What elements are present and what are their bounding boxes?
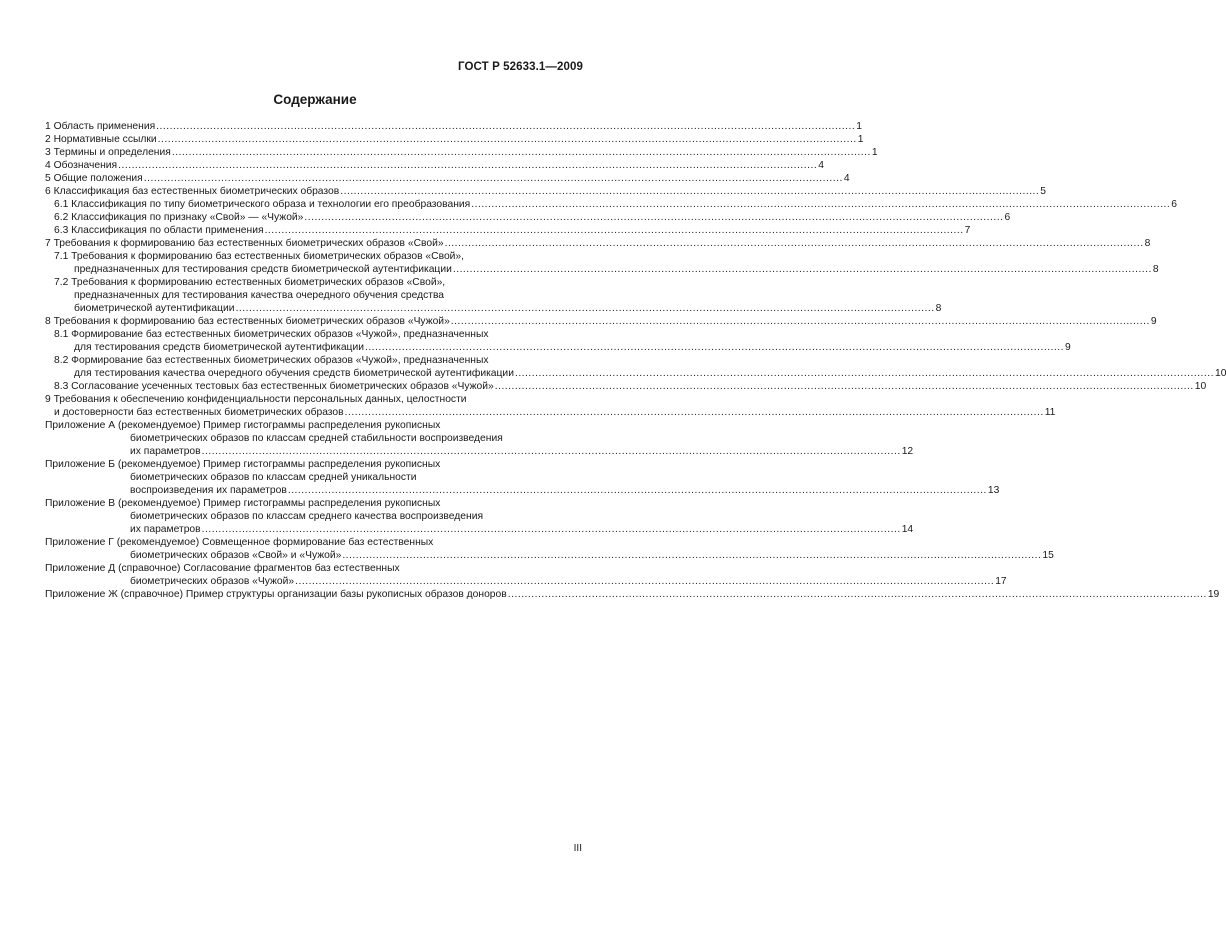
toc-leader-dots <box>287 484 988 497</box>
toc-entry-text: 6.1 Классификация по типу биометрического образа и технологии его преобразования <box>54 199 471 210</box>
toc-page-number: 8 <box>1144 238 1151 249</box>
toc-entry-text: 8.3 Согласование усеченных тестовых баз естественных биометрических образов «Чужой» <box>54 381 494 392</box>
toc-page-number: 15 <box>1042 550 1054 561</box>
toc-entry[interactable] <box>45 536 1054 562</box>
toc-entry[interactable] <box>45 354 1226 380</box>
toc-leader-dots <box>171 146 872 159</box>
toc-leader-dots <box>339 185 1040 198</box>
toc-entry-text: 6 Классификация баз естественных биометрических образов <box>45 186 340 197</box>
toc-entry[interactable] <box>45 588 1220 601</box>
toc-entry-text: 3 Термины и определения <box>45 147 171 158</box>
toc-entry-text: 7.2 Требования к формированию естественных биометрических образов «Свой», <box>54 277 446 288</box>
toc-leader-dots <box>201 523 902 536</box>
page-title: Содержание <box>273 92 357 107</box>
toc-entry-text: 6.3 Классификация по области применения <box>54 225 264 236</box>
toc-entry-text: биометрических образов по классам средней уникальности <box>130 472 417 483</box>
toc-leader-dots <box>155 120 856 133</box>
toc-page-number: 19 <box>1207 589 1220 600</box>
toc-entry-text: 4 Обозначения <box>45 160 118 171</box>
toc-entry-text: предназначенных для тестирования качества очередного обучения средства <box>74 290 445 301</box>
toc-page-number: 14 <box>901 524 914 535</box>
toc-leader-dots <box>344 406 1045 419</box>
toc-leader-dots <box>452 263 1153 276</box>
toc-entry[interactable] <box>45 172 850 185</box>
toc-entry[interactable] <box>45 185 1047 198</box>
toc-entry[interactable] <box>45 224 971 237</box>
toc-leader-dots <box>450 315 1151 328</box>
toc-entry-text: предназначенных для тестирования средств биометрической аутентификации <box>74 264 452 275</box>
toc-entry-text: 2 Нормативные ссылки <box>45 134 157 145</box>
toc-entry-text: 8 Требования к формированию баз естественных биометрических образов «Чужой» <box>45 316 450 327</box>
toc-page-number: 4 <box>843 173 850 184</box>
toc-leader-dots <box>494 380 1195 393</box>
toc-page-number: 1 <box>856 121 862 132</box>
toc-entry-text: для тестирования средств биометрической аутентификации <box>74 342 364 353</box>
toc-page-number: 6 <box>1171 199 1178 210</box>
toc-page-number: 17 <box>995 576 1007 587</box>
toc-page-number: 12 <box>901 446 914 457</box>
toc-entry-text: 5 Общие положения <box>45 173 143 184</box>
toc-entry-text: биометрических образов «Свой» и «Чужой» <box>130 550 342 561</box>
standard-designation: ГОСТ Р 52633.1—2009 <box>458 61 583 73</box>
toc-entry-text: биометрических образов по классам средней стабильности воспроизведения <box>130 433 503 444</box>
toc-entry-text: 7.1 Требования к формированию баз естественных биометрических образов «Свой», <box>54 251 465 262</box>
toc-leader-dots <box>341 549 1042 562</box>
toc-entry[interactable] <box>45 276 942 315</box>
toc-page-number: 10 <box>1215 368 1226 379</box>
toc-entry[interactable] <box>45 380 1207 393</box>
toc-entry[interactable] <box>45 458 1000 497</box>
toc-leader-dots <box>201 445 902 458</box>
toc-entry[interactable] <box>45 159 824 172</box>
toc-page-number: 5 <box>1040 186 1047 197</box>
toc-leader-dots <box>507 588 1208 601</box>
toc-entry[interactable] <box>45 120 862 133</box>
toc-entry-text: 1 Область применения <box>45 121 156 132</box>
toc-entry-text: 8.1 Формирование баз естественных биометрических образов «Чужой», предназначенных <box>54 329 489 340</box>
toc-leader-dots <box>470 198 1171 211</box>
toc-entry-text: 8.2 Формирование баз естественных биометрических образов «Чужой», предназначенных <box>54 355 489 366</box>
toc-entry[interactable] <box>45 211 1011 224</box>
toc-leader-dots <box>514 367 1215 380</box>
toc-entry[interactable] <box>45 562 1007 588</box>
toc-entry-text: биометрических образов «Чужой» <box>130 576 295 587</box>
toc-entry-text: воспроизведения их параметров <box>130 485 287 496</box>
toc-entry[interactable] <box>45 146 878 159</box>
toc-leader-dots <box>364 341 1065 354</box>
toc-page-number: 9 <box>1065 342 1071 353</box>
toc-entry[interactable] <box>45 419 914 458</box>
toc-leader-dots <box>117 159 818 172</box>
toc-page-number: 6 <box>1004 212 1011 223</box>
toc-leader-dots <box>143 172 844 185</box>
toc-page-number: 11 <box>1044 407 1056 418</box>
toc-entry-text: 7 Требования к формированию баз естественных биометрических образов «Свой» <box>45 238 444 249</box>
toc-entry-text: 6.2 Классификация по признаку «Свой» — «Чужой» <box>54 212 304 223</box>
toc-entry-text: 9 Требования к обеспечению конфиденциальности персональных данных, целостности <box>45 394 467 405</box>
toc-entry[interactable] <box>45 133 864 146</box>
toc-entry-text: Приложение Д (справочное) Согласование фрагментов баз естественных <box>45 563 400 574</box>
toc-entry-text: для тестирования качества очередного обучения средств биометрической аутентификации <box>74 368 514 379</box>
toc-entry[interactable] <box>45 393 1056 419</box>
toc-leader-dots <box>235 302 936 315</box>
toc-page-number: 8 <box>935 303 942 314</box>
toc-entry-text: Приложение А (рекомендуемое) Пример гистограммы распределения рукописных <box>45 420 441 431</box>
toc-page-number: 10 <box>1194 381 1207 392</box>
toc-entry[interactable] <box>45 328 1071 354</box>
toc-page-number: 4 <box>818 160 824 171</box>
toc-page-number: 1 <box>871 147 878 158</box>
toc-entry-text: Приложение Г (рекомендуемое) Совмещенное формирование баз естественных <box>45 537 434 548</box>
toc-entry-text: их параметров <box>130 446 201 457</box>
toc-leader-dots <box>157 133 858 146</box>
toc-page-number: 13 <box>987 485 1000 496</box>
toc-entry-text: Приложение Ж (справочное) Пример структуры организации базы рукописных образов доноров <box>45 589 507 600</box>
toc-page-number: 9 <box>1150 316 1157 327</box>
table-of-contents <box>45 120 1226 601</box>
toc-entry[interactable] <box>45 237 1151 250</box>
toc-leader-dots <box>444 237 1145 250</box>
toc-page-number: 1 <box>857 134 864 145</box>
page-folio: III <box>573 843 582 854</box>
toc-page-number: 8 <box>1152 264 1159 275</box>
toc-leader-dots <box>264 224 965 237</box>
toc-entry[interactable] <box>45 497 914 536</box>
toc-entry-text: их параметров <box>130 524 201 535</box>
toc-entry-text: биометрической аутентификации <box>74 303 235 314</box>
toc-entry[interactable] <box>45 315 1157 328</box>
toc-entry[interactable] <box>45 250 1159 276</box>
toc-leader-dots <box>303 211 1004 224</box>
toc-page-number: 7 <box>964 225 971 236</box>
toc-entry-text: и достоверности баз естественных биометрических образов <box>54 407 344 418</box>
toc-entry[interactable] <box>45 198 1178 211</box>
toc-entry-text: Приложение В (рекомендуемое) Пример гистограммы распределения рукописных <box>45 498 441 509</box>
toc-leader-dots <box>294 575 995 588</box>
toc-entry-text: Приложение Б (рекомендуемое) Пример гистограммы распределения рукописных <box>45 459 441 470</box>
toc-entry-text: биометрических образов по классам среднего качества воспроизведения <box>130 511 484 522</box>
